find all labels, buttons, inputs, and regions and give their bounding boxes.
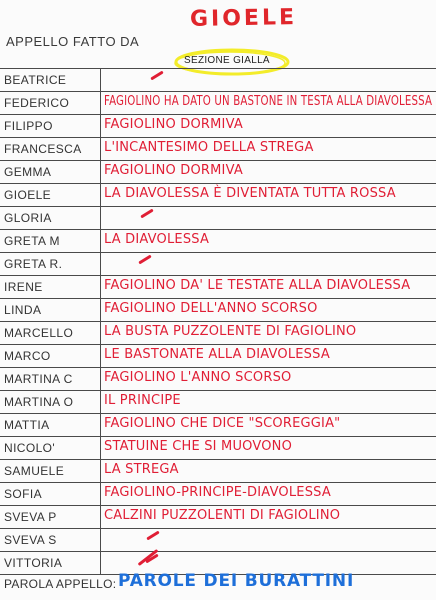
column-divider: [100, 506, 101, 529]
student-note: LA DIAVOLESSA È DIVENTATA TUTTA ROSSA: [104, 186, 396, 201]
student-note: LA BUSTA PUZZOLENTE DI FAGIOLINO: [104, 324, 357, 339]
student-name: LINDA: [4, 303, 42, 317]
student-name: MARTINA C: [4, 372, 73, 386]
column-divider: [100, 299, 101, 322]
table-row: [0, 413, 436, 437]
table-row: [0, 528, 436, 552]
red-tick-mark: [138, 255, 151, 265]
student-name: GEMMA: [4, 165, 52, 179]
student-note: FAGIOLINO L'ANNO SCORSO: [104, 370, 292, 385]
column-divider: [100, 207, 101, 230]
student-name: GIOELE: [4, 188, 52, 202]
red-tick-mark: [140, 209, 153, 219]
table-row: [0, 68, 436, 92]
table-row: [0, 505, 436, 529]
appello-label: APPELLO FATTO DA: [6, 34, 140, 49]
table-row: [0, 114, 436, 138]
column-divider: [100, 483, 101, 506]
red-tick-mark: [150, 71, 163, 81]
student-name: SAMUELE: [4, 464, 65, 478]
student-note: FAGIOLINO DELL'ANNO SCORSO: [104, 301, 318, 316]
column-divider: [100, 437, 101, 460]
student-note: FAGIOLINO DORMIVA: [104, 117, 243, 132]
student-note: IL PRINCIPE: [104, 393, 181, 408]
footer-label: PAROLA APPELLO:: [4, 577, 117, 591]
table-row: [0, 252, 436, 276]
column-divider: [100, 414, 101, 437]
student-name: FRANCESCA: [4, 142, 82, 156]
student-name: FILIPPO: [4, 119, 53, 133]
student-note: LA DIAVOLESSA: [104, 232, 210, 247]
table-row: [0, 229, 436, 253]
student-note: CALZINI PUZZOLENTI DI FAGIOLINO: [104, 508, 341, 523]
table-row: [0, 482, 436, 506]
table-row: [0, 206, 436, 230]
student-name: VITTORIA: [4, 556, 63, 570]
student-note: FAGIOLINO DA' LE TESTATE ALLA DIAVOLESSA: [104, 278, 411, 293]
student-note: FAGIOLINO CHE DICE "SCOREGGIA": [104, 416, 341, 431]
column-divider: [100, 69, 101, 92]
table-row: [0, 137, 436, 161]
student-name: MARTINA O: [4, 395, 74, 409]
student-name: GRETA M: [4, 234, 60, 248]
table-row: [0, 160, 436, 184]
student-name: FEDERICO: [4, 96, 70, 110]
column-divider: [100, 253, 101, 276]
table-row: [0, 298, 436, 322]
column-divider: [100, 322, 101, 345]
table-row: [0, 344, 436, 368]
column-divider: [100, 391, 101, 414]
column-divider: [100, 115, 101, 138]
table-row: [0, 321, 436, 345]
table-row: [0, 183, 436, 207]
student-name: GRETA R.: [4, 257, 63, 271]
table-row: [0, 459, 436, 483]
student-name: MARCO: [4, 349, 51, 363]
table-row: [0, 91, 436, 115]
column-divider: [100, 230, 101, 253]
student-note: L'INCANTESIMO DELLA STREGA: [104, 140, 314, 155]
table-row: [0, 367, 436, 391]
student-name: NICOLO': [4, 441, 56, 455]
column-divider: [100, 368, 101, 391]
student-name: MATTIA: [4, 418, 50, 432]
student-note: LA STREGA: [104, 462, 179, 477]
student-note: LE BASTONATE ALLA DIAVOLESSA: [104, 347, 330, 362]
student-name: SVEVA P: [4, 510, 57, 524]
column-divider: [100, 276, 101, 299]
author-name: GIOELE: [189, 5, 298, 32]
column-divider: [100, 529, 101, 552]
red-tick-mark: [146, 531, 159, 541]
student-note: FAGIOLINO DORMIVA: [104, 163, 243, 178]
student-note: STATUINE CHE SI MUOVONO: [104, 439, 293, 454]
student-name: GLORIA: [4, 211, 52, 225]
column-divider: [100, 161, 101, 184]
footer-value: PAROLE DEI BURATTINI: [118, 571, 355, 591]
column-divider: [100, 345, 101, 368]
student-note: FAGIOLINO HA DATO UN BASTONE IN TESTA ALLA DIAVOLESSA: [104, 94, 433, 109]
table-row: [0, 436, 436, 460]
column-divider: [100, 92, 101, 115]
column-divider: [100, 552, 101, 575]
student-name: SOFIA: [4, 487, 43, 501]
column-divider: [100, 184, 101, 207]
student-name: MARCELLO: [4, 326, 74, 340]
student-name: IRENE: [4, 280, 43, 294]
column-divider: [100, 460, 101, 483]
student-name: SVEVA S: [4, 533, 57, 547]
student-note: FAGIOLINO-PRINCIPE-DIAVOLESSA: [104, 485, 331, 500]
table-row: [0, 275, 436, 299]
student-name: BEATRICE: [4, 73, 67, 87]
table-row: [0, 390, 436, 414]
section-name: SEZIONE GIALLA: [184, 55, 270, 66]
column-divider: [100, 138, 101, 161]
